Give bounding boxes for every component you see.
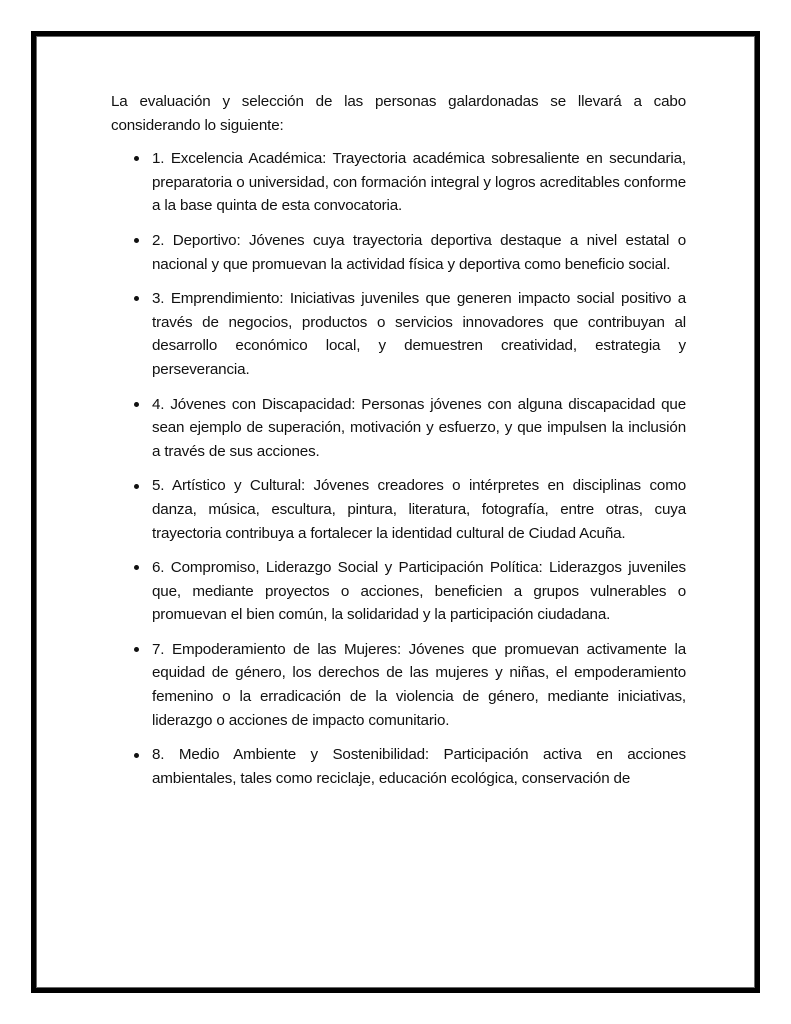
bullet-icon [131,287,141,311]
bullet-icon [131,147,141,171]
criteria-item-sports [111,229,686,276]
criteria-item-arts-culture [111,474,686,545]
criteria-text: 3. Emprendimiento: Iniciativas juveniles que generen impacto social positivo a través de negocios, productos o servicios innovadores que contribuyan al desarrollo económico local, y demuestren creatividad, estrategia y perseverancia. [152,290,686,378]
criteria-text: 4. Jóvenes con Discapacidad: Personas jóvenes con alguna discapacidad que sean ejemplo de superación, motivación y esfuerzo, y que impulsen la inclusión a través de sus acciones. [152,395,686,460]
bullet-icon [131,556,141,580]
criteria-item-academic-excellence [111,147,686,218]
criteria-item-social-leadership [111,556,686,627]
bullet-icon [131,393,141,417]
criteria-item-environment [111,743,686,790]
criteria-text: 1. Excelencia Académica: Trayectoria académica sobresaliente en secundaria, preparatoria o universidad, con formación integral y logros acreditables conforme a la base quinta de esta convocatoria. [152,150,686,215]
criteria-item-disability [111,393,686,464]
criteria-text: 7. Empoderamiento de las Mujeres: Jóvenes que promuevan activamente la equidad de género, los derechos de las mujeres y niñas, el empoderamiento femenino o la erradicación de la violencia de género, mediante iniciativas, liderazgo o acciones de impacto comunitario. [152,640,686,729]
criteria-item-women-empowerment [111,638,686,732]
criteria-text: 2. Deportivo: Jóvenes cuya trayectoria deportiva destaque a nivel estatal o nacional y que promuevan la actividad física y deportiva como beneficio social. [152,231,686,273]
bullet-icon [131,638,141,662]
criteria-text: 5. Artístico y Cultural: Jóvenes creadores o intérpretes en disciplinas como danza, música, escultura, pintura, literatura, fotografía, entre otras, cuya trayectoria contribuya a fortalecer la identidad cultural de Ciudad Acuña. [152,477,686,542]
criteria-text: 6. Compromiso, Liderazgo Social y Participación Política: Liderazgos juveniles que, mediante proyectos o acciones, beneficien a grupos vulnerables o promuevan el bien común, la solidaridad y la participación ciudadana. [152,559,686,624]
bullet-icon [131,229,141,253]
document-body [111,90,686,801]
bullet-icon [131,474,141,498]
criteria-item-entrepreneurship [111,287,686,381]
criteria-text: 8. Medio Ambiente y Sostenibilidad: Participación activa en acciones ambientales, tales como reciclaje, educación ecológica, conservación de [152,746,686,787]
criteria-list [111,147,686,790]
intro-paragraph: La evaluación y selección de las personas galardonadas se llevará a cabo considerando lo siguiente: [111,93,686,134]
bullet-icon [131,743,141,767]
